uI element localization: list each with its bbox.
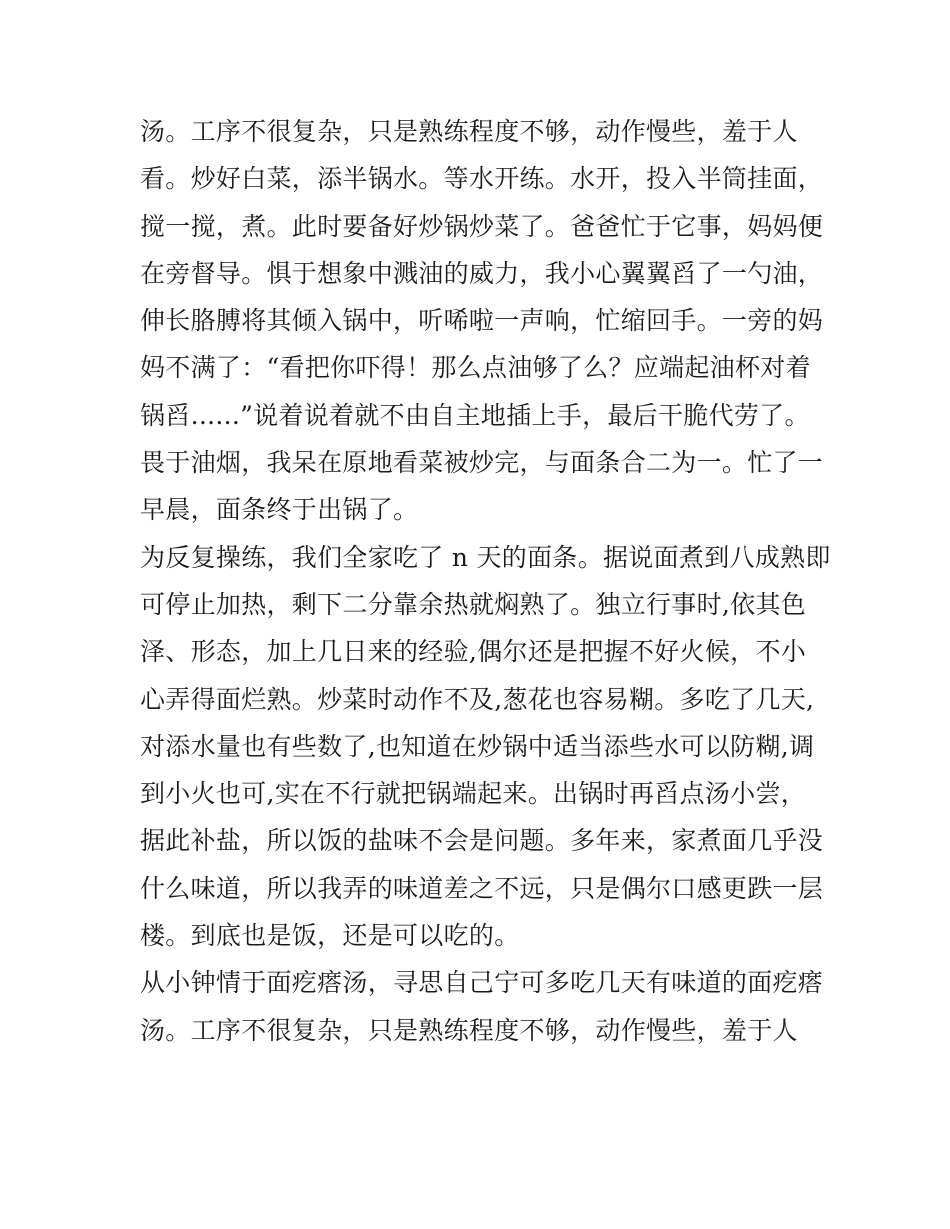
text-line: 楼。到底也是饭，还是可以吃的。 xyxy=(140,921,520,951)
body-text xyxy=(140,108,830,1054)
text-line: 为反复操练，我们全家吃了 n 天的面条。据说面煮到八成熟即 xyxy=(140,542,831,572)
text-line: 在旁督导。惧于想象中溅油的威力，我小心翼翼舀了一勺油， xyxy=(140,258,824,288)
text-line: 看。炒好白菜，添半锅水。等水开练。水开，投入半筒挂面， xyxy=(140,164,824,194)
text-line: 心弄得面烂熟。炒菜时动作不及,葱花也容易糊。多吃了几天, xyxy=(140,684,815,714)
text-line: 泽、形态，加上几日来的经验,偶尔还是把握不好火候，不小 xyxy=(140,637,807,667)
text-line: 搅一搅，煮。此时要备好炒锅炒菜了。爸爸忙于它事，妈妈便 xyxy=(140,211,824,241)
text-line: 到小火也可,实在不行就把锅端起来。出锅时再舀点汤小尝， xyxy=(140,779,807,809)
text-line: 畏于油烟，我呆在原地看菜被炒完，与面条合二为一。忙了一 xyxy=(140,448,824,478)
text-line: 对添水量也有些数了,也知道在炒锅中适当添些水可以防糊,调 xyxy=(140,731,815,761)
text-line: 可停止加热，剩下二分靠余热就焖熟了。独立行事时,依其色 xyxy=(140,589,807,619)
text-line: 汤。工序不很复杂，只是熟练程度不够，动作慢些，羞于人 xyxy=(140,1015,798,1045)
text-line: 据此补盐，所以饭的盐味不会是问题。多年来，家煮面几乎没 xyxy=(140,826,824,856)
text-line: 早晨，面条终于出锅了。 xyxy=(140,495,419,525)
text-line: 伸长胳膊将其倾入锅中，听唏啦一声响，忙缩回手。一旁的妈 xyxy=(140,306,824,336)
text-line: 从小钟情于面疙瘩汤，寻思自己宁可多吃几天有味道的面疙瘩 xyxy=(140,968,824,998)
text-line: 锅舀......”说着说着就不由自主地插上手，最后干脆代劳了。 xyxy=(140,400,810,430)
text-line: 什么味道，所以我弄的味道差之不远，只是偶尔口感更跌一层 xyxy=(140,873,824,903)
text-line: 汤。工序不很复杂，只是熟练程度不够，动作慢些，羞于人 xyxy=(140,117,798,146)
text-line: 妈不满了：“看把你吓得！那么点油够了么？应端起油杯对着 xyxy=(140,353,811,383)
